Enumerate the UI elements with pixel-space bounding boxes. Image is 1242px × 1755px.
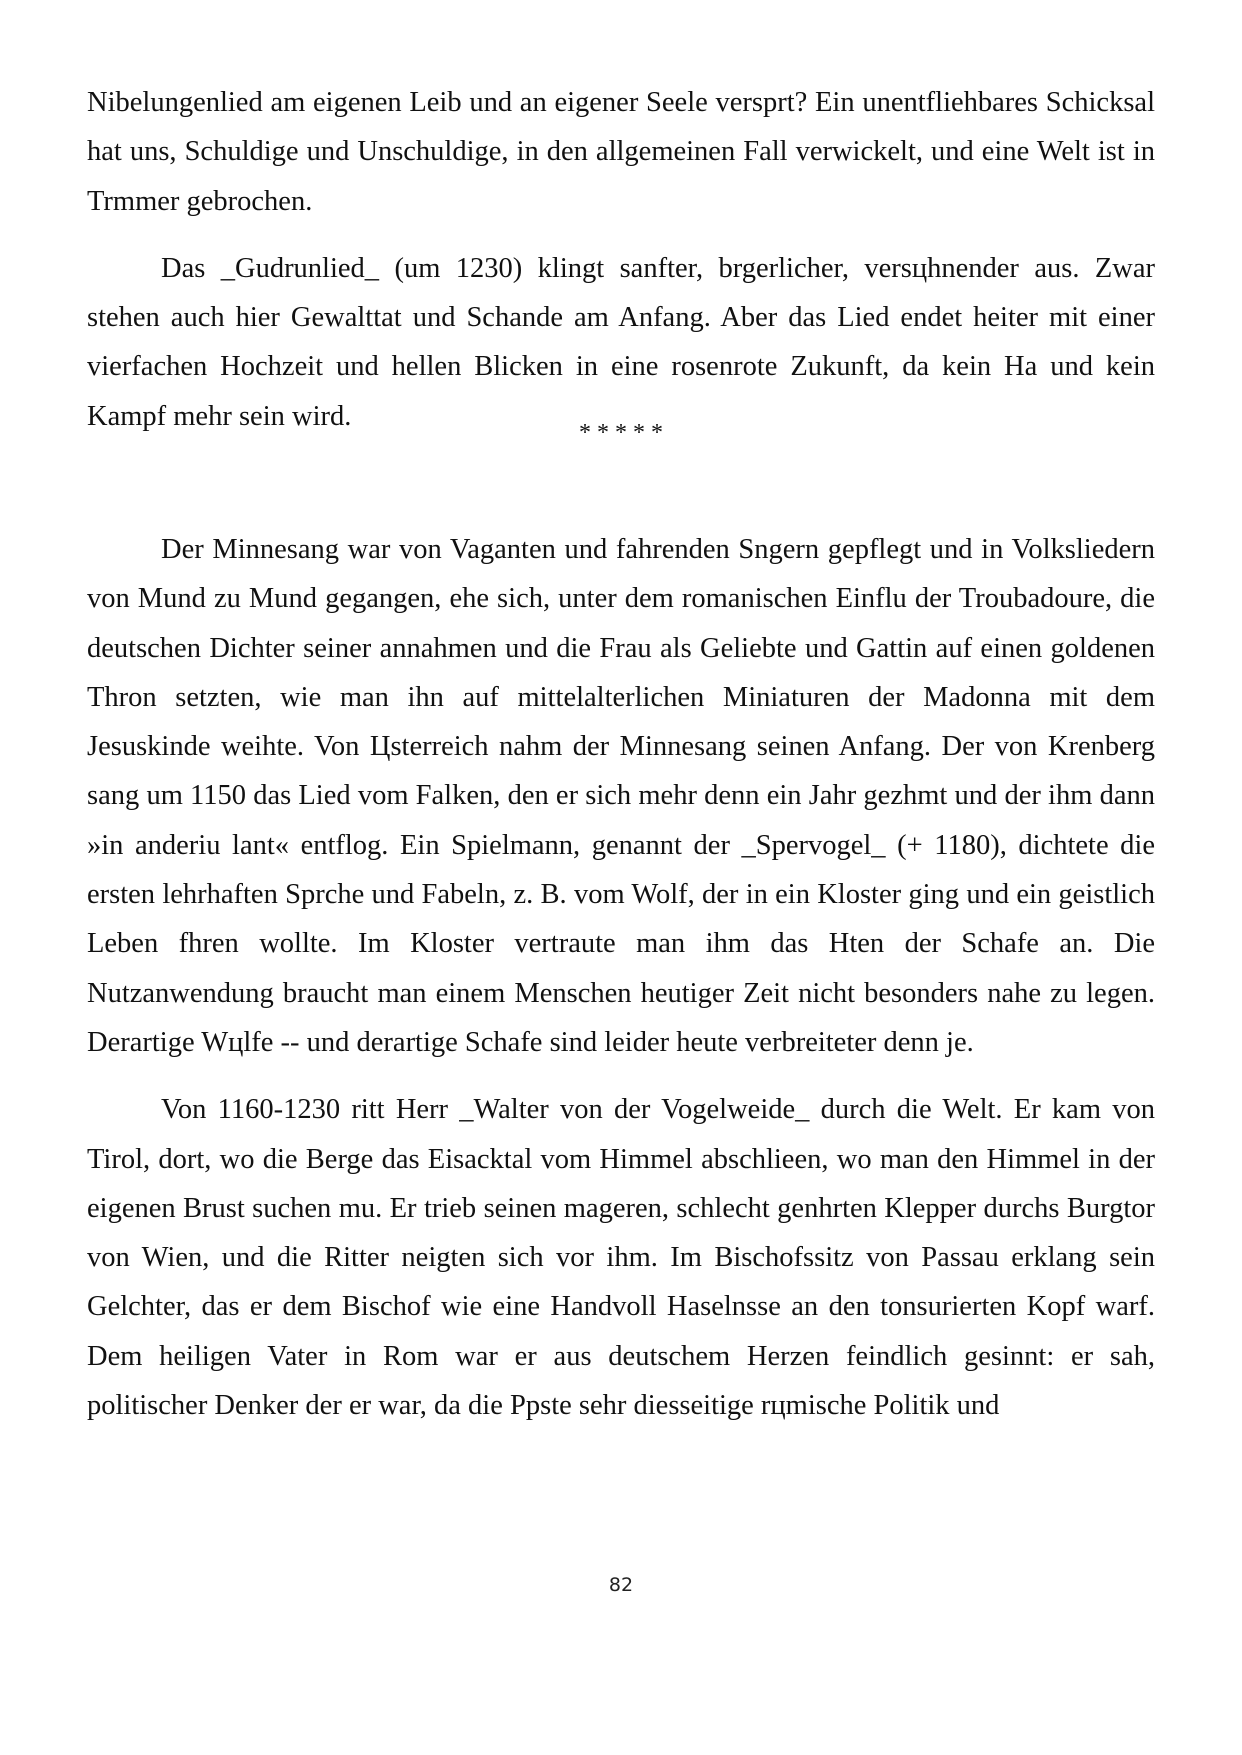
text-block-bottom xyxy=(87,525,1155,1430)
paragraph-gudrunlied: Das _Gudrunlied_ (um 1230) klingt sanfter, brgerlicher, versцhnender aus. Zwar stehen auch hier Gewalttat und Schande am Anfang. Aber das Lied endet heiter mit einer vierfachen Hochzeit und hellen Blicken in eine rosenrote Zukunft, da kein Ha und kein Kampf mehr sein wird. xyxy=(87,252,1155,432)
page-number: 82 xyxy=(608,1574,634,1596)
paragraph-walter-von-der-vogelweide: Von 1160-1230 ritt Herr _Walter von der Vogelweide_ durch die Welt. Er kam von Tirol, dort, wo die Berge das Eisacktal vom Himmel abschlieen, wo man den Himmel in der eigenen Brust suchen mu. Er trieb seinen mageren, schlecht genhrten Klepper durchs Burgtor von Wien, und die Ritter neigten sich vor ihm. Im Bischofssitz von Passau erklang sein Gelchter, das er dem Bischof wie eine Handvoll Haselnsse an den tonsurierten Kopf warf. Dem heiligen Vater in Rom war er aus deutschem Herzen feindlich gesinnt: er sah, politischer Denker der er war, da die Ppste sehr diesseitige rцmische Politik und xyxy=(87,1094,1155,1422)
paragraph-minnesang: Der Minnesang war von Vaganten und fahrenden Sngern gepflegt und in Volksliedern von Mund zu Mund gegangen, ehe sich, unter dem romanischen Einflu der Troubadoure, die deutschen Dichter seiner annahmen und die Frau als Geliebte und Gattin auf einen goldenen Thron setzten, wie man ihn auf mittelalterlichen Miniaturen der Madonna mit dem Jesuskinde weihte. Von Цsterreich nahm der Minnesang seinen Anfang. Der von Krenberg sang um 1150 das Lied vom Falken, den er sich mehr denn ein Jahr gezhmt und der ihm dann »in anderiu lant« entflog. Ein Spielmann, genannt der _Spervogel_ (+ 1180), dichtete die ersten lehrhaften Sprche und Fabeln, z. B. vom Wolf, der in ein Kloster ging und ein geistlich Leben fhren wollte. Im Kloster vertraute man ihm das Hten der Schafe an. Die Nutzanwendung braucht man einem Menschen heutiger Zeit nicht besonders nahe zu legen. Derartige Wцlfe -- und derartige Schafe sind leider heute verbreiteter denn je. xyxy=(87,534,1155,1058)
paragraph-continuation: Nibelungenlied am eigenen Leib und an eigener Seele versprt? Ein unentfliehbares Schicksal hat uns, Schuldige und Unschuldige, in den allgemeinen Fall verwickelt, und eine Welt ist in Trmmer gebrochen. xyxy=(87,87,1155,217)
text-block-top xyxy=(87,78,1155,441)
section-separator: * * * * * xyxy=(579,420,663,446)
